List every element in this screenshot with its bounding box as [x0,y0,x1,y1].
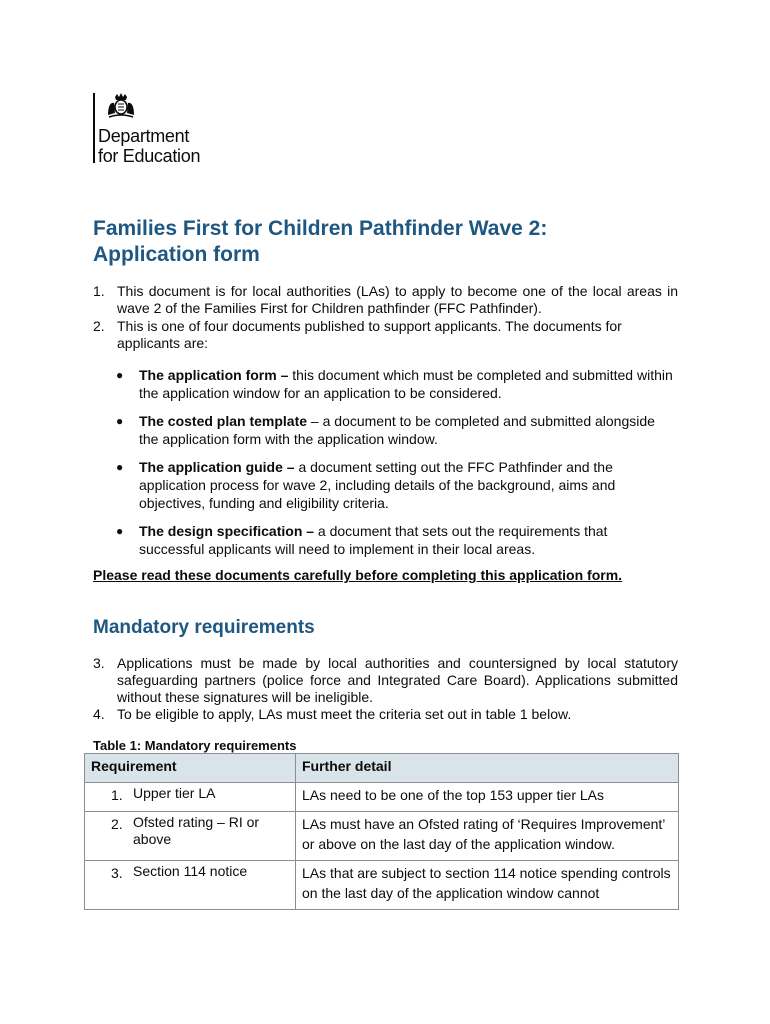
requirement-cell [85,812,296,861]
table-row [85,812,679,861]
table-caption: Table 1: Mandatory requirements [93,738,297,753]
bullet-icon: ● [116,460,124,474]
table-row [85,861,679,910]
requirement-text: Upper tier LA [133,785,216,801]
logo-divider [93,93,95,163]
page-title-line2: Application form [93,243,260,266]
requirement-text: Section 114 notice [133,863,248,879]
document-item [116,366,676,402]
list-item [93,283,678,317]
item-text: To be eligible to apply, LAs must meet the criteria set out in table 1 below. [117,706,572,722]
org-name-line2: for Education [98,146,201,166]
page-title-line1: Families First for Children Pathfinder Wave 2: [93,217,548,240]
section-heading: Mandatory requirements [93,617,315,638]
document-name: The costed plan template [139,413,308,429]
document-item [116,458,676,512]
column-header: Requirement [85,754,296,783]
row-number: 2. [111,816,123,832]
detail-cell: LAs must have an Ofsted rating of ‘Requires Improvement’ or above on the last day of the application window. [296,812,679,861]
item-number: 2. [93,318,105,334]
read-documents-notice: Please read these documents carefully before completing this application form. [93,567,623,583]
item-text: This document is for local authorities (LAs) to apply to become one of the local areas in wave 2 of the Families First for Children pathfinder (FFC Pathfinder). [117,283,678,316]
document-item [116,412,676,448]
table-header-row [85,754,679,783]
detail-cell: LAs that are subject to section 114 notice spending controls on the last day of the application window cannot [296,861,679,910]
bullet-icon: ● [116,368,124,382]
org-name-line1: Department [98,126,190,146]
requirements-table [84,753,679,910]
document-description: this document which must be completed and submitted within the application window for an application to be considered. [139,367,673,401]
royal-crest-icon [105,93,137,119]
detail-cell: LAs need to be one of the top 153 upper tier LAs [296,783,679,812]
document-description: a document that sets out the requirements that successful applicants will need to implement in their local areas. [139,523,608,557]
list-item [93,318,678,352]
item-number: 4. [93,706,105,722]
column-header: Further detail [296,754,679,783]
page-title [93,216,693,268]
item-number: 3. [93,655,105,671]
org-name [98,126,200,166]
table-row [85,783,679,812]
document-description: – a document to be completed and submitted alongside the application form with the application window. [139,413,655,447]
bullet-icon: ● [116,524,124,538]
requirement-cell [85,861,296,910]
list-item [93,706,678,723]
item-text: Applications must be made by local authorities and countersigned by local statutory safeguarding partners (police force and Integrated Care Board). Applications submitted without these signatures will be ineligible. [117,655,678,705]
item-text: This is one of four documents published to support applicants. The documents for applicants are: [117,318,622,351]
list-item [93,655,678,706]
bullet-icon: ● [116,414,124,428]
item-number: 1. [93,283,105,299]
row-number: 1. [111,787,123,803]
document-description: a document setting out the FFC Pathfinder and the application process for wave 2, including details of the background, aims and objectives, funding and eligibility criteria. [139,459,616,511]
requirement-text: Ofsted rating – RI or above [133,814,260,847]
row-number: 3. [111,865,123,881]
document-name: The application form – [139,367,289,383]
document-name: The application guide – [139,459,295,475]
document-name: The design specification – [139,523,315,539]
document-item [116,522,676,558]
requirement-cell [85,783,296,812]
